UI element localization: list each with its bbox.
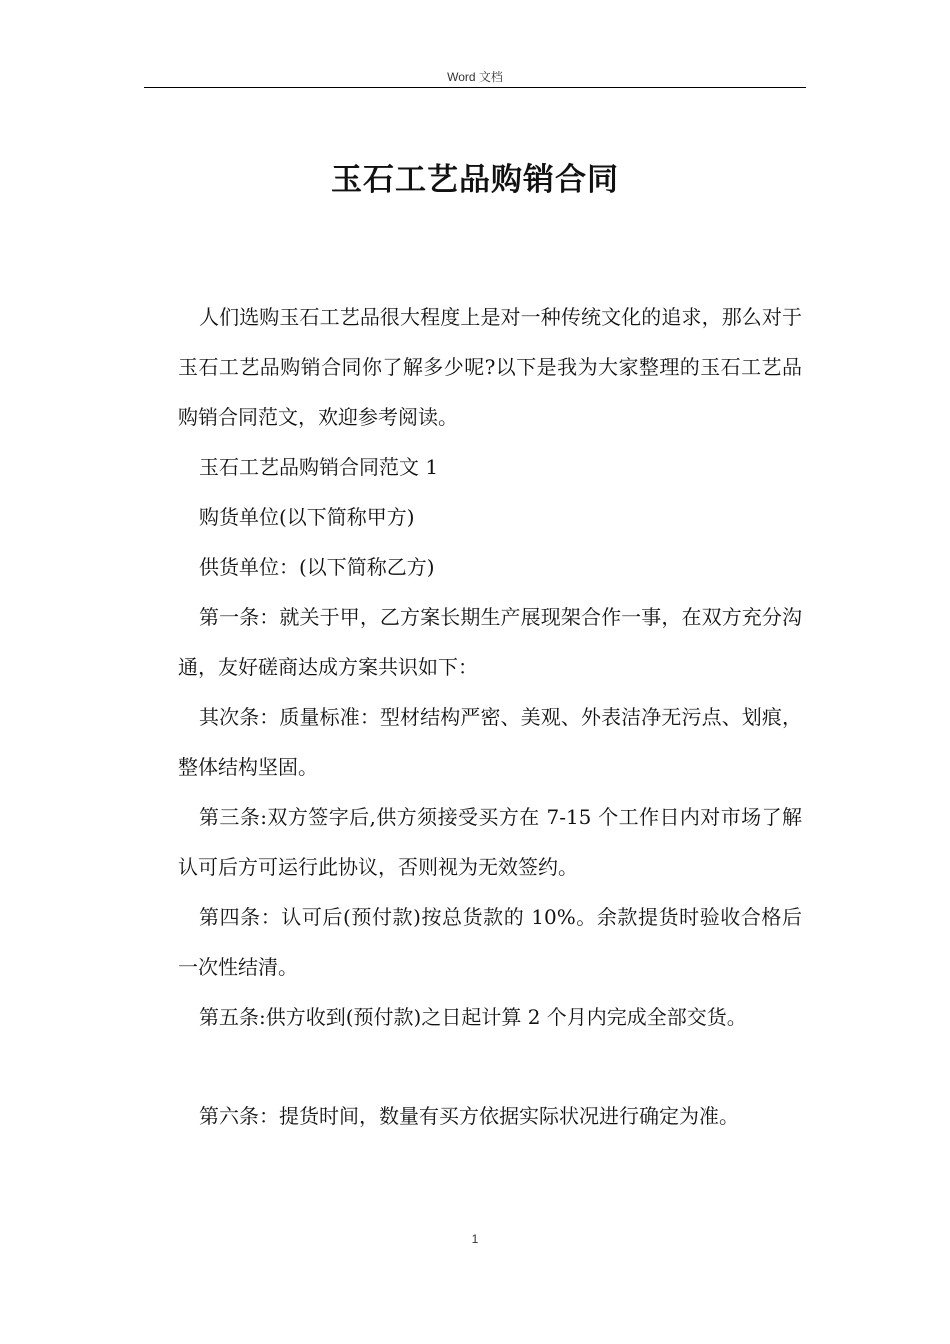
clause-3: 第三条:双方签字后,供方须接受买方在 7-15 个工作日内对市场了解认可后方可运行此协议，否则视为无效签约。 bbox=[178, 805, 802, 879]
buyer-line: 购货单位(以下简称甲方) bbox=[199, 505, 415, 529]
header-divider bbox=[144, 87, 806, 88]
page-header-label: Word 文档 bbox=[447, 70, 503, 84]
clause-6: 第六条：提货时间，数量有买方依据实际状况进行确定为准。 bbox=[199, 1104, 739, 1128]
intro-paragraph: 人们选购玉石工艺品很大程度上是对一种传统文化的追求，那么对于玉石工艺品购销合同你了解多少呢?以下是我为大家整理的玉石工艺品购销合同范文，欢迎参考阅读。 bbox=[178, 305, 802, 429]
document-body bbox=[178, 292, 802, 1141]
document-title: 玉石工艺品购销合同 bbox=[331, 162, 619, 198]
clause-5: 第五条:供方收到(预付款)之日起计算 2 个月内完成全部交货。 bbox=[199, 1005, 747, 1029]
page-number: 1 bbox=[471, 1232, 479, 1246]
clause-1: 第一条：就关于甲，乙方案长期生产展现架合作一事，在双方充分沟通，友好磋商达成方案共识如下： bbox=[178, 605, 802, 679]
supplier-line: 供货单位：(以下简称乙方) bbox=[199, 555, 435, 579]
clause-4: 第四条：认可后(预付款)按总货款的 10%。余款提货时验收合格后一次性结清。 bbox=[178, 905, 802, 979]
clause-2: 其次条：质量标准：型材结构严密、美观、外表洁净无污点、划痕，整体结构坚固。 bbox=[178, 705, 802, 779]
contract-sample-heading: 玉石工艺品购销合同范文 1 bbox=[199, 455, 439, 479]
